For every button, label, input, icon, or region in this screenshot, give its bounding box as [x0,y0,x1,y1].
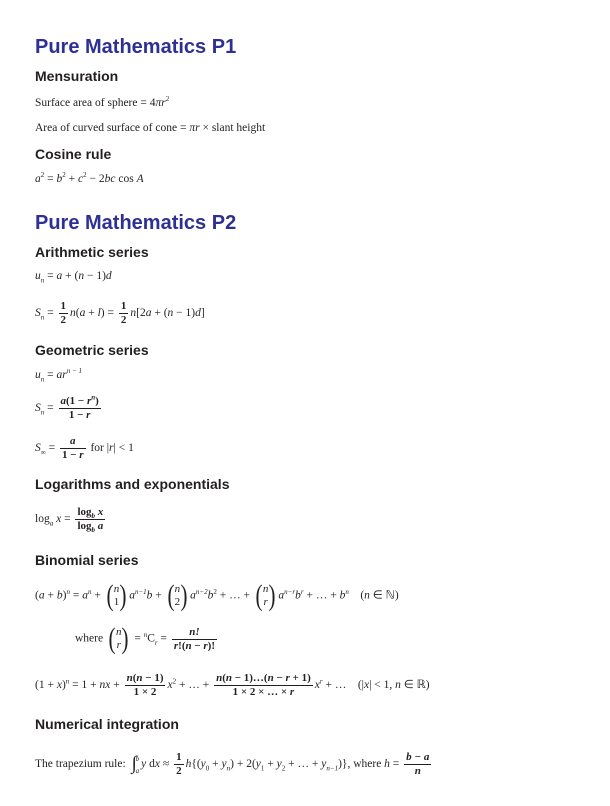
binomial-where-text: where [75,632,104,645]
geometric-nth-term: $u_n = ar^{n - 1}$ [35,367,82,384]
cosine-rule-heading: Cosine rule [35,146,112,162]
sum-to-infinity-condition-text: for [90,442,104,455]
trapezium-where-text: , where [347,758,382,771]
cone-area-tail: slant height [211,122,266,134]
cone-area-formula: Area of curved surface of cone = πr × slant height [35,122,266,134]
mensuration-heading: Mensuration [35,68,119,84]
general-binomial-expansion: $(1 + x)^n = 1$ + nx + $\frac{n(n - 1)}{1 \times 2}$ $x^2$ + … + $\frac{n(n - 1)\dots(n - r + 1)}{1 \times 2 \times \dots \times r}$ $x^r$ + … (|x| < 1, n ∈ ℝ) [35,672,430,698]
geometric-sum-to-infinity: $S_\infty$ = $\frac{a}{1 - r}$ for |r| < 1 [35,435,134,461]
geometric-series-heading: Geometric series [35,342,149,358]
arithmetic-series-heading: Arithmetic series [35,244,149,260]
geometric-sum-formula: $S_n$ = $\frac{a(1 - r^n)}{1 - r}$ [35,393,99,421]
cosine-rule-formula: $a^2 = b^2 + c^2 - 2bc$ cos A [35,171,144,185]
binomial-expansion: $(a + b)^n = a^n$ + ( n 1 ) $a^{n-1}b$ + ( n 2 ) $a^{n-2}b^2$ + … + ( n r ) $a^{n-r}b^r$ + … + $b^n$ (n ∈ ℕ) [35,579,399,612]
logarithms-heading: Logarithms and exponentials [35,476,230,492]
change-of-base-formula: $\log_a x$ = $\frac{\log_b x}{\log_b a}$ [35,506,104,535]
sphere-area-label: Surface area of sphere = 4 [35,97,156,109]
sphere-area-formula: Surface area of sphere = $4\pi r^2$ [35,95,170,109]
binomial-series-heading: Binomial series [35,552,139,568]
cone-area-label: Area of curved surface of cone = [35,122,190,134]
p1-title: Pure Mathematics P1 [35,36,237,58]
trapezium-rule-formula: The trapezium rule: ∫ b a y dx ≈ $\frac{1}{2}$ $h\{(y_0 + y_n) + 2(y_1 + y_2$ + … + $y_{n-1}$)}, where h = $\frac{b - a}{n}$ [35,751,430,777]
trapezium-rule-label: The trapezium rule: [35,758,126,771]
p2-title: Pure Mathematics P2 [35,212,237,234]
arithmetic-nth-term: $u_n = a + (n - 1)d$ [35,270,112,285]
binomial-coefficient-definition: where ( n r ) = $^nC_r$ = $\frac{n!}{r!(n - r)!}$ [75,622,215,655]
arithmetic-sum-formula: $S_n$ = $\frac{1}{2}$ n(a + l) = $\frac{1}{2}$ n[2a + (n − 1)d] [35,300,205,326]
numerical-integration-heading: Numerical integration [35,716,179,732]
